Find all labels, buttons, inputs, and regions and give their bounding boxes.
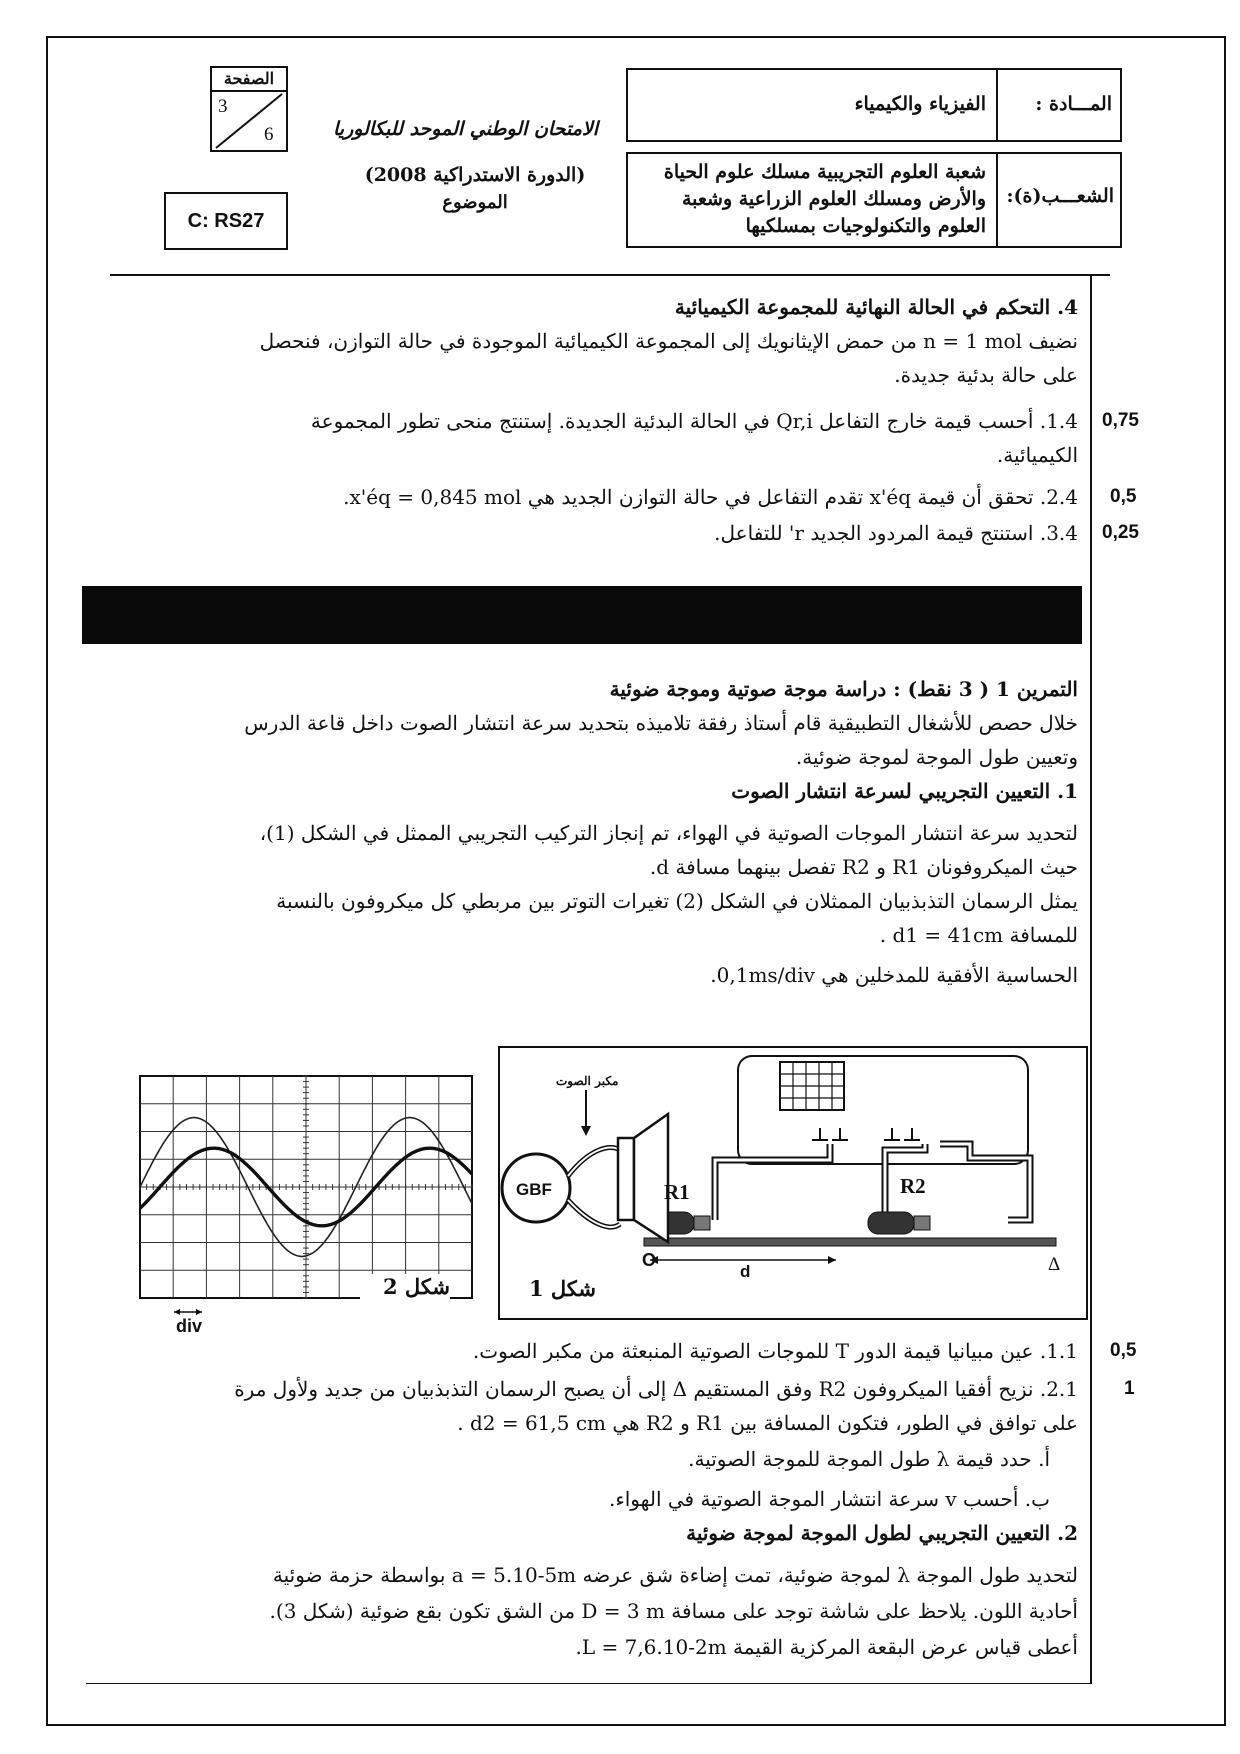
gbf-label: GBF: [516, 1180, 552, 1199]
div-label: div: [176, 1316, 203, 1336]
exam-code: C: RS27: [187, 209, 265, 232]
score-4-1: 0,75: [1102, 410, 1139, 431]
score-4-2: 0,5: [1110, 486, 1137, 507]
ex1-part2-line3: أعطى قياس عرض البقعة المركزية القيمة L = 7,6.10-2m.: [575, 1635, 1078, 1659]
score-1-1: 0,5: [1110, 1340, 1137, 1361]
question-2-1-a: أ. حدد قيمة λ طول الموجة للموجة الصوتية.: [688, 1447, 1050, 1471]
question-2-1-line2: على توافق في الطور، فتكون المسافة بين R1 و R2 هي d2 = 61,5 cm .: [457, 1411, 1078, 1435]
part4-intro-1: نضيف n = 1 mol من حمض الإيثانويك إلى المجموعة الكيميائية الموجودة في حالة التوازن، فنحصل: [259, 329, 1078, 353]
subsection1-title: 1. التعيين التجريبي لسرعة انتشار الصوت: [731, 779, 1078, 803]
ex1-paragraph-line3: يمثل الرسمان التذبذبيان الممثلان في الشكل (2) تغيرات التوتر بين مربطي كل ميكروفون بالنسبة: [276, 889, 1078, 913]
loudspeaker: [618, 1138, 634, 1220]
ex1-paragraph-line2: حيث الميكروفونان R1 و R2 تفصل بينهما مسافة d.: [649, 855, 1078, 879]
branch-value-1: شعبة العلوم التجريبية مسلك علوم الحياة: [663, 161, 986, 183]
question-4-3: 3.4. استنتج قيمة المردود الجديد r' للتفاعل.: [714, 521, 1078, 545]
question-1-1: 1.1. عين مبيانيا قيمة الدور T للموجات الصوتية المنبعثة من مكبر الصوت.: [472, 1339, 1078, 1363]
question-2-1-b: ب. أحسب v سرعة انتشار الموجة الصوتية في الهواء.: [608, 1487, 1050, 1511]
page-total: 6: [264, 124, 274, 145]
branch-label: الشعـــب(ة):: [1006, 185, 1114, 207]
delta-label: Δ: [1048, 1254, 1061, 1275]
div-arrow-left: [174, 1309, 180, 1315]
question-4-1-line1: 1.4. أحسب قيمة خارج التفاعل Qr,i في الحالة البدئية الجديدة. إستنتج منحى تطور المجموعة: [310, 409, 1078, 433]
figure2-caption: شكل 2: [360, 1274, 450, 1299]
r2-label: R2: [900, 1174, 926, 1198]
ex1-paragraph-line5: الحساسية الأفقية للمدخلين هي 0,1ms/div.: [710, 963, 1078, 987]
matter-value: الفيزياء والكيمياء: [854, 93, 986, 115]
r1-label: R1: [664, 1180, 690, 1204]
question-4-1-line2: الكيميائية.: [996, 443, 1078, 467]
branch-value-3: العلوم والتكنولوجيات بمسلكيها: [745, 215, 986, 237]
part4-intro-2: على حالة بدئية جديدة.: [894, 363, 1078, 387]
bottom-divider: [86, 1683, 1092, 1684]
microphone-r2: [868, 1212, 914, 1234]
question-4-2: 2.4. تحقق أن قيمة x'éq تقدم التفاعل في حالة التوازن الجديد هي x'éq = 0,845 mol.: [343, 485, 1078, 509]
page-label: الصفحة: [212, 68, 286, 92]
question-2-1-line1: 2.1. نزيح أفقيا الميكروفون R2 وفق المستقيم Δ إلى أن يصبح الرسمان التذبذبيان من جديد ولأول مرة: [234, 1377, 1078, 1401]
speaker-label: مكبر الصوت: [556, 1074, 619, 1088]
header-divider: [110, 274, 1110, 276]
branch-value-2: والأرض ومسلك العلوم الزراعية وشعبة: [681, 188, 986, 210]
exercise1-intro-2: وتعيين طول الموجة لموجة ضوئية.: [795, 745, 1078, 769]
subsection2-title: 2. التعيين التجريبي لطول الموجة لموجة ضوئية: [686, 1521, 1078, 1545]
score-2-1: 1: [1124, 1378, 1135, 1399]
div-arrow-right: [196, 1309, 202, 1315]
ex1-part2-line2: أحادية اللون. يلاحظ على شاشة توجد على مسافة D = 3 m من الشق تكون بقع ضوئية (شكل 3).: [269, 1599, 1078, 1623]
branch-box: [626, 152, 1122, 248]
exercise1-title: التمرين 1 ( 3 نقط) : دراسة موجة صوتية وموجة ضوئية: [609, 677, 1078, 701]
exam-title: الامتحان الوطني الموحد للبكالوريا: [333, 118, 598, 140]
ex1-part2-line1: لتحديد طول الموجة λ لموجة ضوئية، تمت إضاءة شق عرضه a = 5.10-5m بواسطة حزمة ضوئية: [272, 1563, 1078, 1587]
figure1-caption: شكل 1: [528, 1276, 596, 1301]
score-4-3: 0,25: [1102, 522, 1139, 543]
page-number: 3: [218, 96, 228, 117]
ex1-paragraph-line1: لتحديد سرعة انتشار الموجات الصوتية في الهواء، تم إنجاز التركيب التجريبي الممثل في الشكل (1)،: [259, 821, 1078, 845]
distance-d-label: d: [740, 1262, 751, 1281]
section-separator-band: [82, 586, 1082, 644]
exam-code-box: [164, 192, 288, 250]
origin-o-label: O: [642, 1250, 657, 1270]
score-column-divider: [1090, 276, 1092, 1684]
subject-kind: الموضوع: [442, 192, 508, 213]
rail-delta: [644, 1238, 1056, 1246]
exam-session: (الدورة الاستدراكية 2008): [364, 164, 586, 186]
ex1-paragraph-line4: للمسافة d1 = 41cm .: [879, 923, 1078, 947]
exercise1-intro-1: خلال حصص للأشغال التطبيقية قام أستاذ رفقة تلاميذه بتحديد سرعة انتشار الصوت داخل قاعة الدرس: [244, 711, 1078, 735]
matter-box: [626, 68, 1122, 142]
part4-title: 4. التحكم في الحالة النهائية للمجموعة الكيميائية: [674, 295, 1078, 319]
matter-label: المـــادة :: [1035, 93, 1112, 115]
